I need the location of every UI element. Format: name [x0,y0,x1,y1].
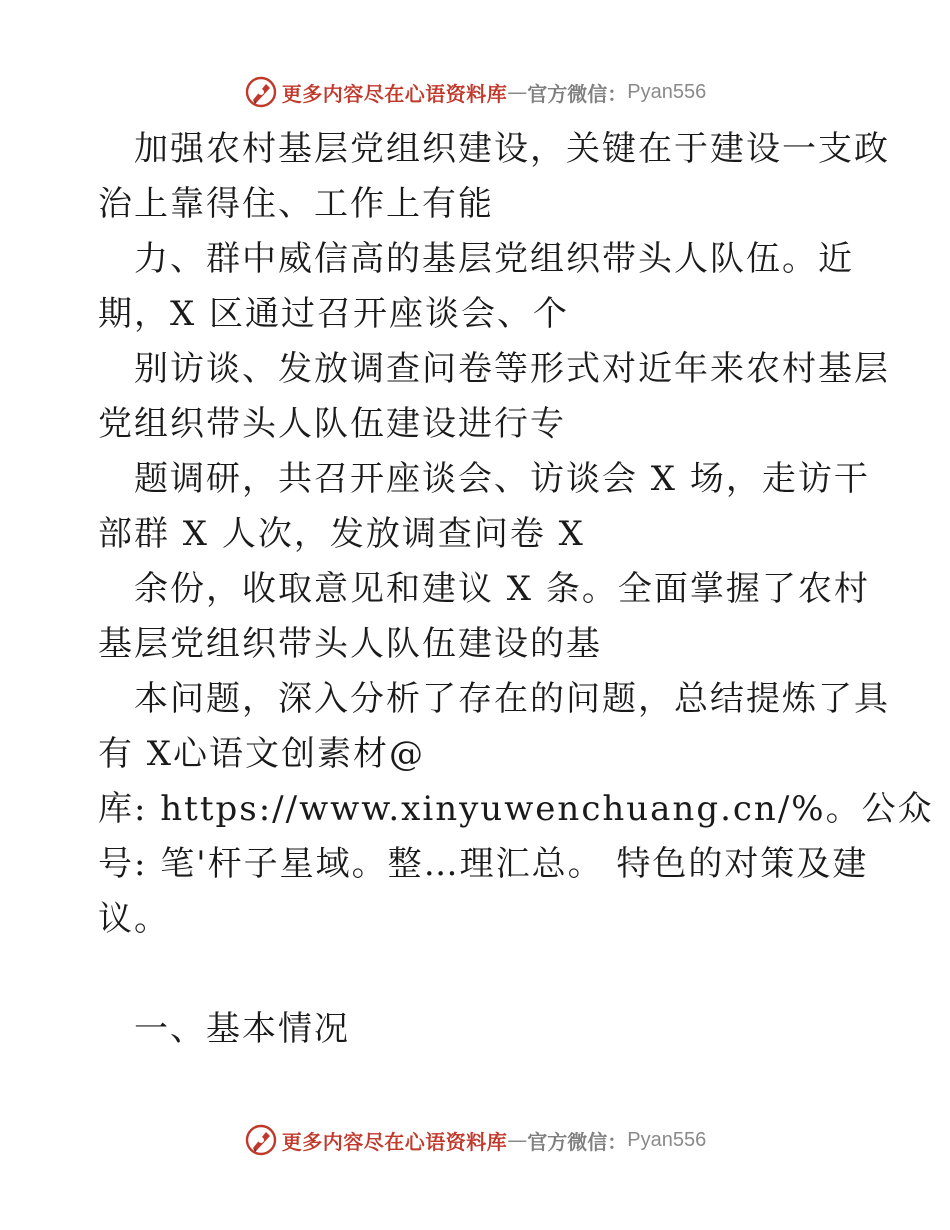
pen-logo-icon [244,75,278,109]
section-heading: 一、基本情况 [134,1009,350,1049]
paragraph-line: 党组织带头人队伍建设进行专 [98,404,566,444]
watermark-wechat-id: Pyan556 [627,80,707,103]
paragraph-line: 部群 X 人次，发放调查问卷 X [98,514,585,554]
watermark-dash: — [507,80,528,104]
paragraph-line: 基层党组织带头人队伍建设的基 [98,624,602,664]
footer-watermark [0,1120,950,1160]
paragraph-line: 号: 笔'杆子星域。整…理汇总。 特色的对策及建 [98,844,869,884]
watermark-dash: — [507,1128,528,1152]
blank-line [98,947,868,1002]
paragraph-line: 有 X心语文创素材@ [98,734,426,774]
paragraph-line: 加强农村基层党组织建设，关键在于建设一支政 [134,129,890,169]
paragraph-line: 议。 [98,899,170,939]
paragraph-line: 治上靠得住、工作上有能 [98,184,494,224]
watermark-brand: 更多内容尽在心语资料库 [281,1129,508,1154]
paragraph-line: 题调研，共召开座谈会、访谈会 X 场，走访干 [134,459,870,499]
header-watermark [0,72,950,112]
pen-logo-icon [244,1123,278,1157]
watermark-label: 官方微信： [527,1129,628,1154]
document-body [98,122,934,1057]
paragraph-line: 库: https://www.xinyuwenchuang.cn/%。公众 [98,789,934,829]
paragraph-line: 期，X 区通过召开座谈会、个 [98,294,570,334]
watermark-brand: 更多内容尽在心语资料库 [281,81,508,106]
paragraph-line: 力、群中威信高的基层党组织带头人队伍。近 [134,239,854,279]
watermark-wechat-id: Pyan556 [627,1128,707,1151]
paragraph-line: 余份，收取意见和建议 X 条。全面掌握了农村 [134,569,870,609]
watermark-label: 官方微信： [527,81,628,106]
paragraph-line: 本问题，深入分析了存在的问题，总结提炼了具 [134,679,890,719]
paragraph-line: 别访谈、发放调查问卷等形式对近年来农村基层 [134,349,890,389]
